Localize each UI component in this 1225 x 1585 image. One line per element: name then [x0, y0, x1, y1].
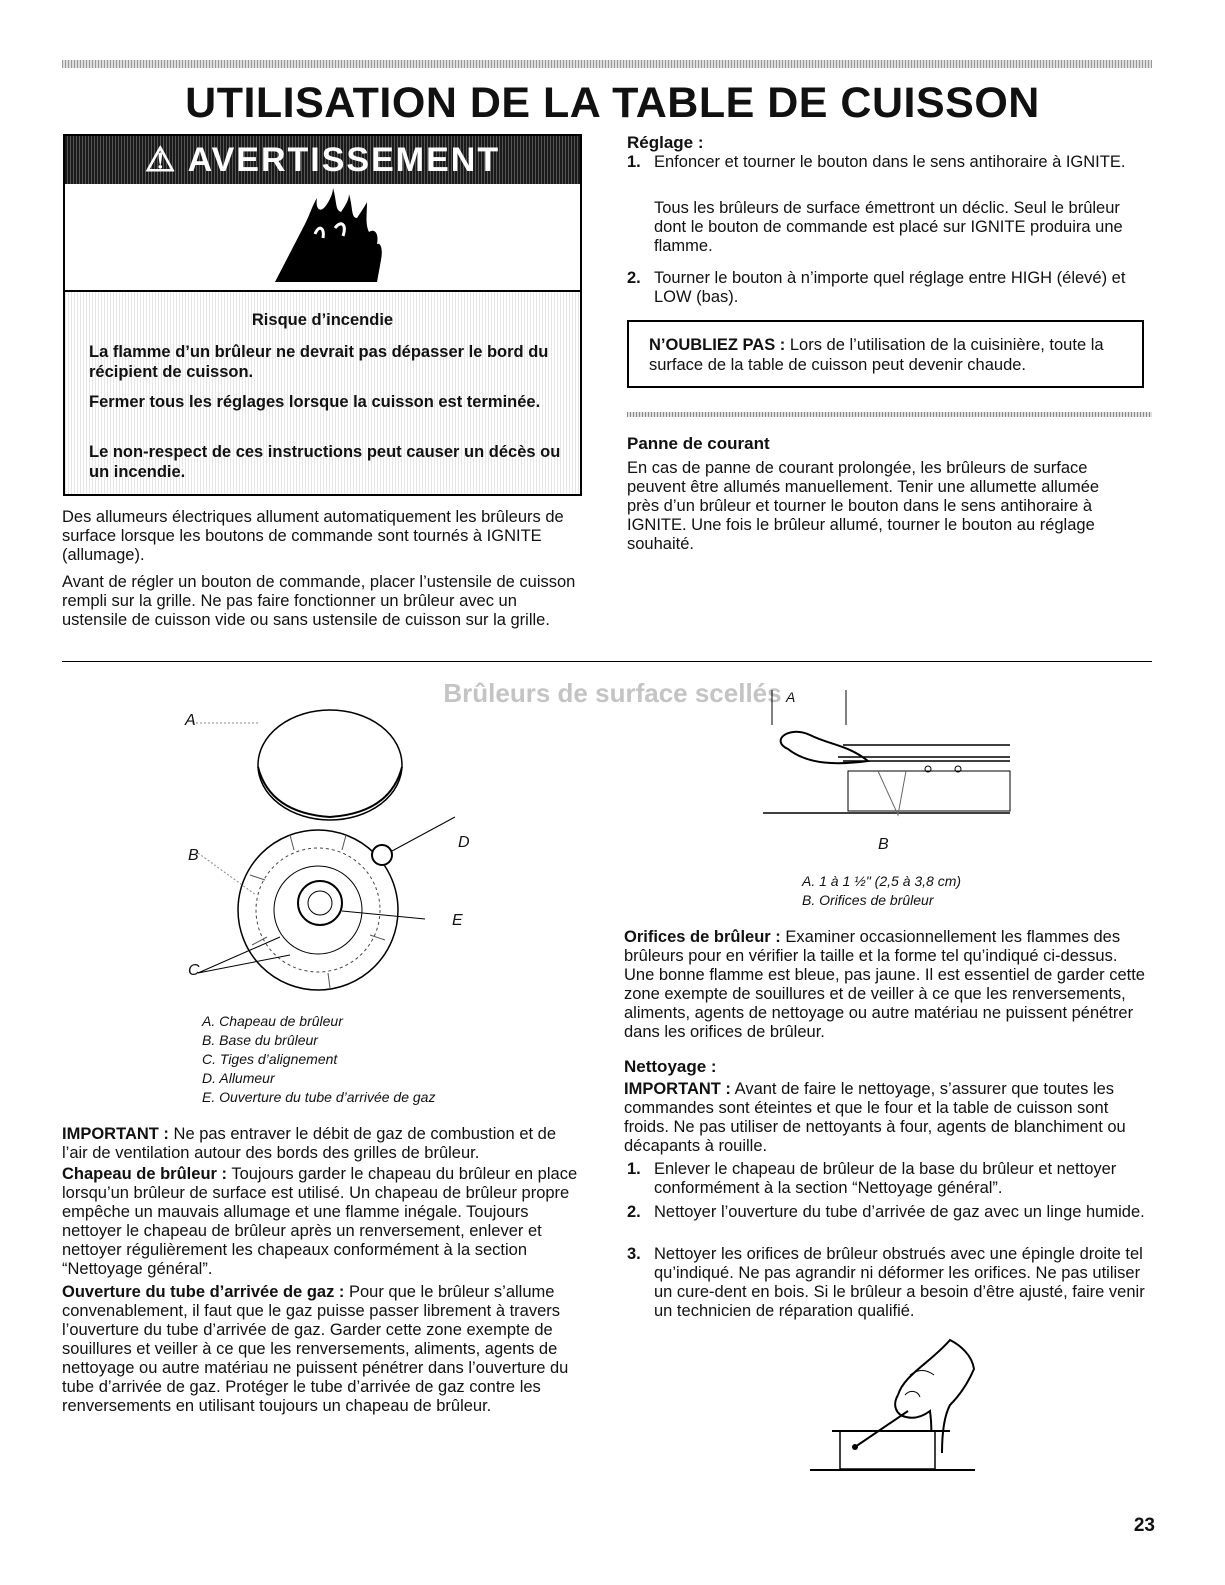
- warning-triangle-icon: ⚠: [144, 141, 178, 179]
- panne-text: En cas de panne de courant prolongée, les brûleurs de surface peuvent être allumés manuellement. Tenir une allumette allumée près d’un brûleur et tourner le bouton dans le sens antihoraire à IGNITE. Une fois le brûleur allumé, tourner le bouton au réglage souhaité.: [627, 459, 1100, 553]
- reminder-text: Lors de l’utilisation de la cuisinière, toute la surface de la table de cuisson peut devenir chaude.: [649, 336, 1104, 374]
- burner-label-a: A: [185, 712, 196, 729]
- burner-caption-c: C. Tiges d’alignement: [202, 1051, 338, 1067]
- burner-cap-label: Chapeau de brûleur :: [62, 1165, 228, 1183]
- gas-tube-text: Pour que le brûleur s’allume convenablement, il faut que le gaz puisse passer librement à travers l’ouverture du tube d’arrivée de gaz. Garder cette zone exempte de souillures et veiller à ce que les renversements, aliments, agents de nettoyage ou autre matériau ne puissent pénétrer dans l’ouverture du tube d’arrivée de gaz. Protéger le tube d’arrivée de gaz contre les renversements en utilisant toujours un chapeau de brûleur.: [62, 1283, 569, 1415]
- burner-label-d: D: [458, 834, 470, 851]
- nettoyage-important-text: Avant de faire le nettoyage, s’assurer que toutes les commandes sont éteintes et que le four et la table de cuisson sont froids. Ne pas utiliser de nettoyants à four, agents de blanchiment ou décapants à rouille.: [624, 1080, 1126, 1155]
- reglage-step-number-1: 1.: [627, 153, 641, 171]
- burner-caption-e: E. Ouverture du tube d’arrivée de gaz: [202, 1089, 436, 1105]
- burner-caption-d: D. Allumeur: [202, 1070, 275, 1086]
- flame-caption-a: A. 1 à 1 ½" (2,5 à 3,8 cm): [802, 873, 962, 889]
- warning-subtitle: Risque d’incendie: [251, 311, 394, 329]
- burner-label-b: B: [188, 847, 199, 864]
- flame-label-b: B: [878, 836, 889, 853]
- warning-header: [65, 136, 580, 184]
- burner-cap-paragraph: [62, 1165, 584, 1279]
- burner-label-e: E: [452, 912, 463, 929]
- nettoyage-step-1: Enlever le chapeau de brûleur de la base du brûleur et nettoyer conformément à la section “Nettoyage général”.: [654, 1160, 1117, 1197]
- page-number: 23: [1133, 1515, 1155, 1536]
- nettoyage-step-3: Nettoyer les orifices de brûleur obstrués avec une épingle droite tel qu’indiqué. Ne pas agrandir ni déformer les orifices. Ne pas utiliser un cure-dent en bois. Si le brûleur a besoin d’être ajusté, faire venir un technicien de réparation qualifié.: [654, 1245, 1145, 1320]
- warning-line-3: Le non-respect de ces instructions peut causer un décès ou un incendie.: [89, 443, 561, 481]
- intro-paragraph-1: Des allumeurs électriques allument automatiquement les brûleurs de surface lorsque les boutons de commande sont tournés à IGNITE (allumage).: [62, 508, 564, 564]
- nettoyage-important-label: IMPORTANT :: [624, 1080, 731, 1098]
- top-hatch-bar: [62, 60, 1152, 68]
- orifices-text: Examiner occasionnellement les flammes des brûleurs pour en vérifier la taille et la forme tel qu’indiqué ci-dessus. Une bonne flamme est bleue, pas jaune. Il est essentiel de garder cette zone exempte de souillures et de veiller à ce que les renversements, aliments, agents de nettoyage ou autre matériau ne puissent pénétrer dans les orifices de brûleur.: [624, 928, 1145, 1041]
- warning-box: [63, 134, 582, 496]
- important-text: Ne pas entraver le débit de gaz de combustion et de l’air de ventilation autour des bords des grilles de brûleur.: [62, 1125, 557, 1162]
- gas-tube-label: Ouverture du tube d’arrivée de gaz :: [62, 1283, 345, 1301]
- reglage-step-2: Tourner le bouton à n’importe quel réglage entre HIGH (élevé) et LOW (bas).: [654, 269, 1126, 306]
- fire-hazard-pictogram: [65, 184, 580, 292]
- nettoyage-step-number-1: 1.: [627, 1160, 641, 1178]
- section-title: Brûleurs de surface scellés: [443, 678, 782, 708]
- nettoyage-step-number-2: 2.: [627, 1203, 641, 1221]
- important-paragraph: [62, 1125, 584, 1163]
- horizontal-rule: [62, 661, 1152, 662]
- reglage-step-1-note: Tous les brûleurs de surface émettront un déclic. Seul le brûleur dont le bouton de commande est placé sur IGNITE produira une flamme.: [654, 199, 1123, 255]
- reminder-box: [627, 320, 1144, 388]
- warning-line-1: La flamme d’un brûleur ne devrait pas dépasser le bord du récipient de cuisson.: [89, 343, 549, 381]
- important-label: IMPORTANT :: [62, 1125, 169, 1143]
- intro-paragraph-2: Avant de régler un bouton de commande, placer l’ustensile de cuisson rempli sur la grille. Ne pas faire fonctionner un brûleur avec un ustensile de cuisson vide ou sans ustensile de cuisson sur la grille.: [62, 573, 576, 629]
- nettoyage-important: [624, 1080, 1149, 1156]
- fire-icon: [65, 184, 584, 290]
- page-title: UTILISATION DE LA TABLE DE CUISSON: [185, 79, 1040, 127]
- reminder-label: N’OUBLIEZ PAS :: [649, 336, 786, 354]
- warning-line-2: Fermer tous les réglages lorsque la cuisson est terminée.: [89, 393, 541, 411]
- panne-heading: Panne de courant: [627, 434, 770, 453]
- gas-tube-paragraph: [62, 1283, 584, 1416]
- burner-caption-a: A. Chapeau de brûleur: [202, 1013, 343, 1029]
- reglage-step-1: Enfoncer et tourner le bouton dans le sens antihoraire à IGNITE.: [654, 153, 1126, 171]
- burner-cap-text: Toujours garder le chapeau du brûleur en place lorsqu’un brûleur de surface est utilisé. Un chapeau de brûleur propre empêche un mauvais allumage et une flamme inégale. Toujours nettoyer le chapeau de brûleur après un renversement, enlever et nettoyer régulièrement les chapeaux conformément à la section “Nettoyage général”.: [62, 1165, 578, 1278]
- warning-header-text: AVERTISSEMENT: [187, 141, 501, 179]
- reglage-heading: Réglage :: [627, 133, 704, 152]
- nettoyage-step-number-3: 3.: [627, 1245, 641, 1263]
- flame-caption-b: B. Orifices de brûleur: [802, 892, 934, 908]
- burner-label-c: C: [188, 962, 200, 979]
- burner-caption-b: B. Base du brûleur: [202, 1032, 318, 1048]
- flame-label-a: A: [786, 689, 796, 705]
- section-divider-hatch: [627, 412, 1152, 417]
- reglage-step-number-2: 2.: [627, 269, 641, 287]
- burner-diagram: [170, 705, 480, 1015]
- nettoyage-step-2: Nettoyer l’ouverture du tube d’arrivée de gaz avec un linge humide.: [654, 1203, 1145, 1221]
- orifices-label: Orifices de brûleur :: [624, 928, 781, 946]
- orifices-paragraph: [624, 928, 1149, 1042]
- pin-cleaning-diagram: [800, 1335, 980, 1480]
- flame-size-diagram: [758, 685, 1018, 845]
- nettoyage-heading: Nettoyage :: [624, 1057, 717, 1076]
